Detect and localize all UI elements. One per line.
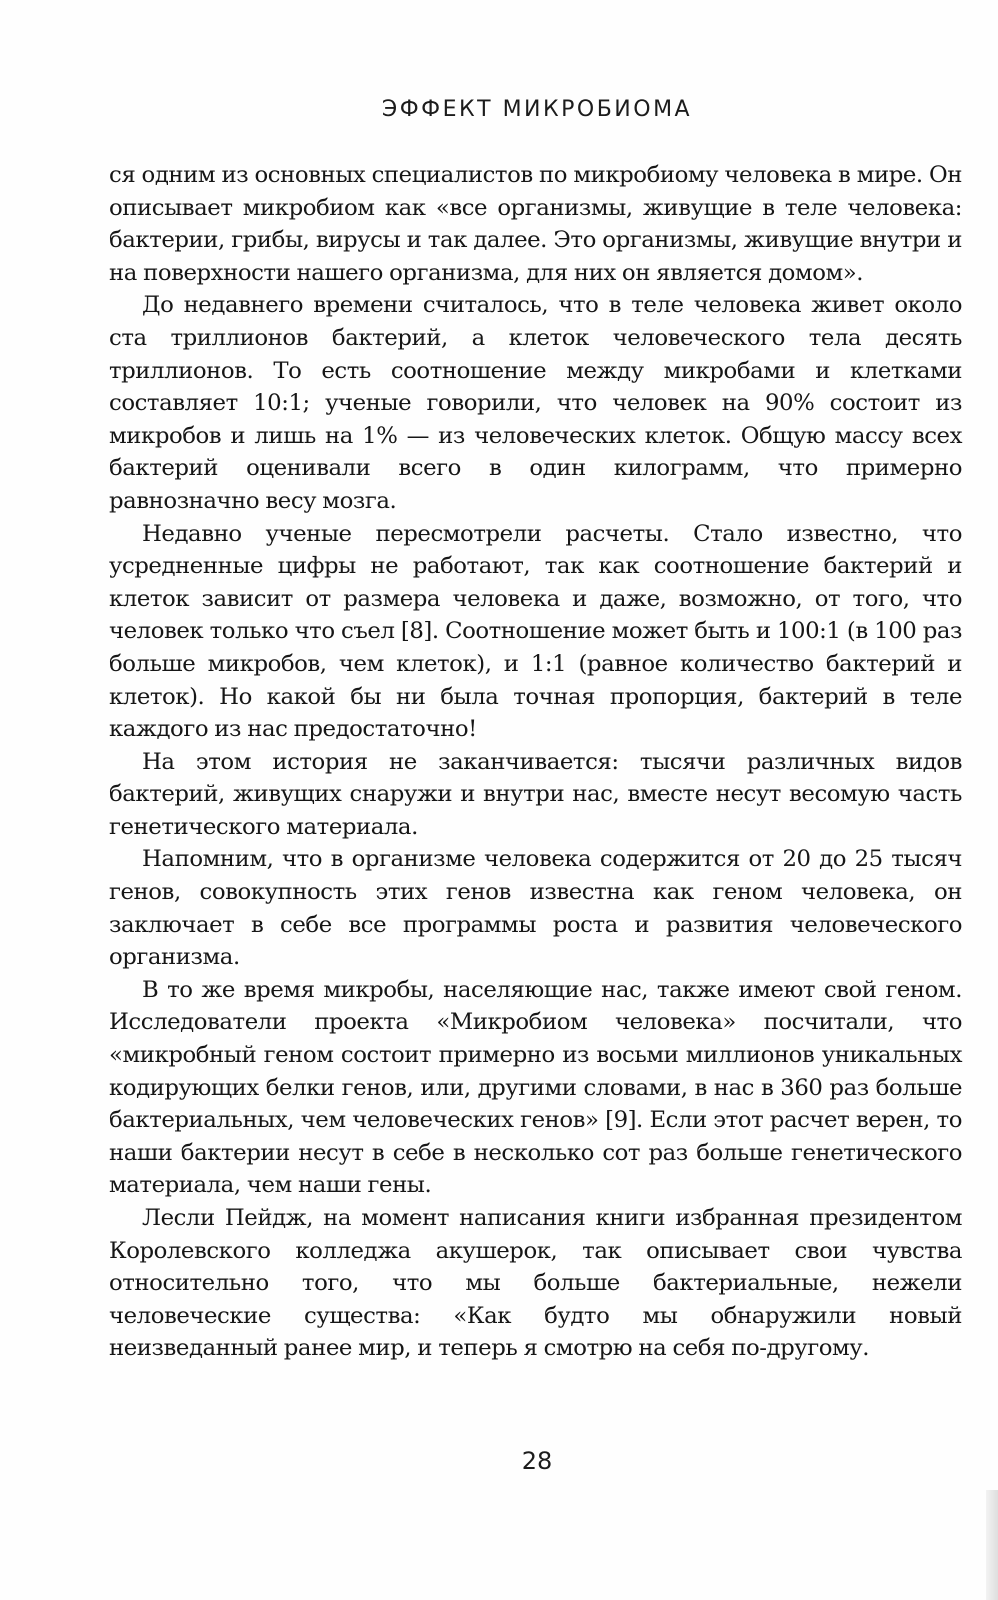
scan-edge-shadow: [986, 1490, 998, 1600]
paragraph-continuation: ся одним из основных специалистов по микробиому человека в мире. Он описывает микробиом как «все организмы, живущие в теле человека: бактерии, грибы, вирусы и так далее. Это организмы, живущие внутри и на поверхности нашего организма, для них он является домом».: [109, 162, 962, 286]
body-text: [109, 159, 962, 1365]
paragraph: На этом история не заканчивается: тысячи различных видов бактерий, живущих снаружи и внутри нас, вместе несут весомую часть генетического материала.: [109, 748, 962, 840]
paragraph: Напомним, что в организме человека содержится от 20 до 25 тысяч генов, совокупность этих генов известна как геном человека, он заключает в себе все программы роста и развития человеческого организма.: [109, 846, 962, 971]
running-head: ЭФФЕКТ МИКРОБИОМА: [381, 97, 693, 122]
page-number: 28: [521, 1447, 553, 1475]
paragraph: До недавнего времени считалось, что в теле человека живет около ста триллионов бактерий, а клеток человеческого тела десять триллионов. То есть соотношение между микробами и клетками составляет 10:1; ученые говорили, что человек на 90% состоит из микробов и лишь на 1% — из человеческих клеток. Общую массу всех бактерий оценивали всего в один килограмм, что примерно равнозначно весу мозга.: [109, 292, 962, 514]
paragraph: Лесли Пейдж, на момент написания книги избранная президентом Королевского колледжа акушерок, так описывает свои чувства относительно того, что мы больше бактериальные, нежели человеческие существа: «Как будто мы обнаружили новый неизведанный ранее мир, и теперь я смотрю на себя по-другому.: [109, 1205, 962, 1362]
paragraph: В то же время микробы, населяющие нас, также имеют свой геном. Исследователи проекта «Микробиом человека» посчитали, что «микробный геном состоит примерно из восьми миллионов уникальных кодирующих белки генов, или, другими словами, в нас в 360 раз больше бактериальных, чем человеческих генов» [9]. Если этот расчет верен, то наши бактерии несут в себе в несколько сот раз больше генетического материала, чем наши гены.: [109, 976, 962, 1199]
paragraph: Недавно ученые пересмотрели расчеты. Стало известно, что усредненные цифры не работают, так как соотношение бактерий и клеток зависит от размера человека и даже, возможно, от того, что человек только что съел [8]. Соотношение может быть и 100:1 (в 100 раз больше микробов, чем клеток), и 1:1 (равное количество бактерий и клеток). Но какой бы ни была точная пропорция, бактерий в теле каждого из нас предостаточно!: [109, 520, 962, 743]
